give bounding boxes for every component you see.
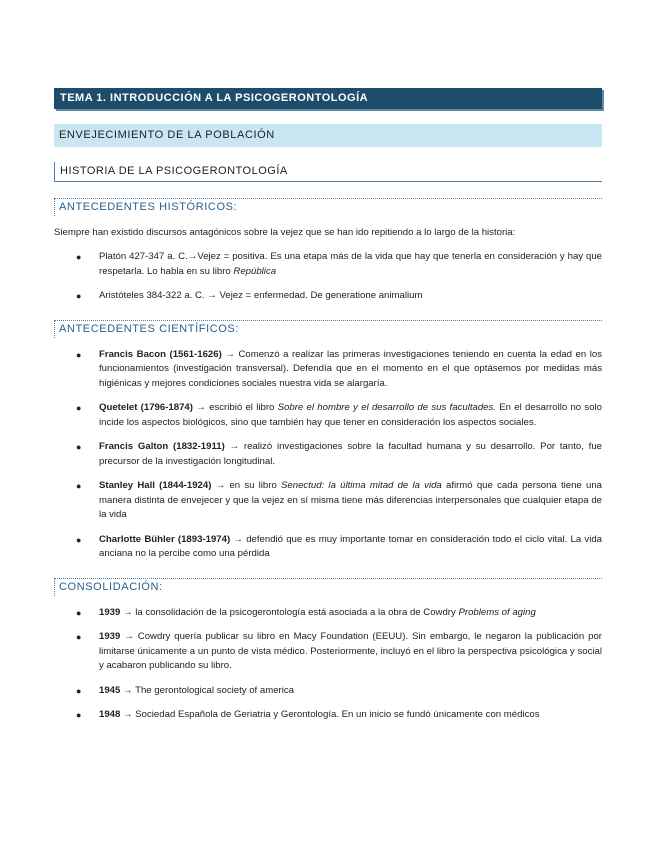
item-italic: Sobre el hombre y el desarrollo de sus facultades. xyxy=(277,402,496,413)
item-text: → realizó investigaciones sobre la facultad humana y su desarrollo. Por tanto, fue precursor de la investigación longitudinal. xyxy=(99,441,602,467)
list-item xyxy=(54,440,602,469)
item-bold: Charlotte Bühler (1893-1974) xyxy=(99,533,231,545)
bullet-icon: ● xyxy=(76,291,82,301)
list-item xyxy=(54,401,602,430)
list-item xyxy=(54,533,602,562)
cientificos-list xyxy=(54,348,602,562)
item-text: → escribió el libro xyxy=(192,402,278,413)
item-bold: 1939 xyxy=(99,606,121,618)
heading-historia: HISTORIA DE LA PSICOGERONTOLOGÍA xyxy=(54,162,602,182)
bullet-icon: ● xyxy=(76,442,82,452)
list-item xyxy=(54,606,602,621)
heading-antecedentes-cientificos: ANTECEDENTES CIENTÍFICOS: xyxy=(54,320,602,338)
list-item xyxy=(54,684,602,699)
item-rest: afirmó que cada persona tiene una manera distinta de envejecer y que la vejez en sí misma tiene más diferencias interpersonales que cualquier etapa de la vida xyxy=(99,480,602,520)
item-bold: 1939 xyxy=(99,631,121,642)
list-item xyxy=(54,479,602,523)
item-bold: Francis Galton (1832-1911) xyxy=(99,441,225,452)
list-item xyxy=(54,348,602,392)
historicos-list xyxy=(54,250,602,304)
item-bold: Quetelet (1796-1874) xyxy=(99,402,193,413)
list-item xyxy=(54,250,602,279)
item-bold: Stanley Hall (1844-1924) xyxy=(99,480,212,491)
bullet-icon: ● xyxy=(76,710,82,720)
item-text: → defendió que es muy importante tomar en consideración todo el ciclo vital. La vida anciana no la percibe como una pérdida xyxy=(99,533,603,559)
item-text: → Cowdry quería publicar su libro en Macy Foundation (EEUU). Sin embargo, le negaron la publicación por limitarse únicamente a un punto de vista médico. Posteriormente, incluyó en el libro la perspectiva psicológica y social y acabaron publicando su libro. xyxy=(99,631,602,671)
bullet-icon: ● xyxy=(76,607,82,618)
historicos-intro: Siempre han existido discursos antagónicos sobre la vejez que se han ido repitiendo a lo largo de la historia: xyxy=(54,227,516,238)
list-item xyxy=(54,289,602,304)
item-text: → The gerontological society of america xyxy=(120,684,295,696)
item-rest: En el desarrollo no solo incide los aspectos biológicos, sino que también hay que tener en consideración los aspectos sociales. xyxy=(99,402,603,428)
heading-tema-1: TEMA 1. INTRODUCCIÓN A LA PSICOGERONTOLOGÍA xyxy=(54,88,602,109)
item-bold: 1945 xyxy=(99,684,121,696)
heading-envejecimiento: ENVEJECIMIENTO DE LA POBLACIÓN xyxy=(54,124,602,147)
item-text: → la consolidación de la psicogerontología está asociada a la obra de Cowdry xyxy=(120,606,459,618)
bullet-icon: ● xyxy=(76,349,82,360)
document-content xyxy=(54,88,602,723)
heading-consolidacion: CONSOLIDACIÓN: xyxy=(54,578,602,596)
item-text: → en su libro xyxy=(211,480,282,491)
item-text: Aristóteles 384-322 a. C. → Vejez = enfermedad. De generatione animalium xyxy=(99,290,423,301)
item-italic: República xyxy=(233,265,277,277)
bullet-icon: ● xyxy=(76,534,82,545)
bullet-icon: ● xyxy=(76,252,82,262)
item-text: Platón 427-347 a. C.→Vejez = positiva. Es una etapa más de la vida que hay que tenerla en consideración y hay que respetarla. Lo habla en su libro xyxy=(99,251,602,277)
bullet-icon: ● xyxy=(76,481,82,491)
list-item xyxy=(54,630,602,674)
heading-antecedentes-historicos: ANTECEDENTES HISTÓRICOS: xyxy=(54,198,602,216)
consolidacion-list xyxy=(54,606,602,723)
item-bold: Francis Bacon (1561-1626) xyxy=(99,348,222,360)
item-italic: Problems of aging xyxy=(458,606,536,618)
item-bold: 1948 xyxy=(99,709,121,720)
item-text: → Sociedad Española de Geriatria y Gerontología. En un inicio se fundó únicamente con médicos xyxy=(120,709,540,720)
item-text: → Comenzó a realizar las primeras investigaciones teniendo en cuenta la edad en los funcionamientos (investigación transversal). Defendía que en el momento en el que optásemos por medidas más higiénicas y mejores condiciones sociales nuestra vida se alargaría. xyxy=(99,348,603,389)
bullet-icon: ● xyxy=(76,685,82,696)
bullet-icon: ● xyxy=(76,632,82,642)
item-italic: Senectud: la última mitad de la vida xyxy=(281,480,442,491)
bullet-icon: ● xyxy=(76,403,82,413)
list-item xyxy=(54,708,602,723)
